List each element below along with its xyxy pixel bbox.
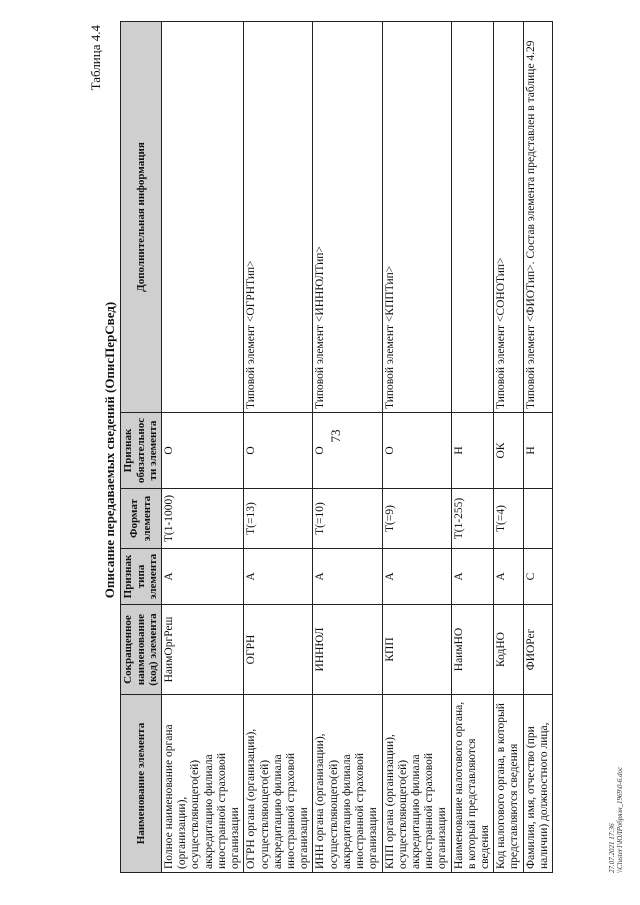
cell-name: ИНН органа (организации), осуществляющего(ей) аккредитацию филиала иностранной страховой организации [313,695,382,873]
cell-info: Типовой элемент <КППТип> [382,22,451,413]
cell-type: С [523,549,552,605]
cell-format: T(=9) [382,489,451,549]
cell-required: О [244,413,313,489]
cell-code: НаимОргРеш [162,605,244,695]
cell-type: А [244,549,313,605]
cell-format: T(1-255) [451,489,494,549]
cell-info: Типовой элемент <СОНОТип> [494,22,523,413]
cell-type: А [451,549,494,605]
page-number: 73 [328,429,343,443]
table-row [451,22,494,873]
cell-required: Н [523,413,552,489]
cell-code: ОГРН [244,605,313,695]
cell-type: А [494,549,523,605]
cell-type: А [382,549,451,605]
cell-info [451,22,494,413]
cell-code: ФИОРег [523,605,552,695]
cell-format: T(1-1000) [162,489,244,549]
header-required: Признак обязательности элемента [121,413,162,489]
header-code: Сокращенное наименование (код) элемента [121,605,162,695]
cell-info: Типовой элемент <ИННЮЛТип> [313,22,382,413]
cell-code: КодНО [494,605,523,695]
table-row [382,22,451,873]
cell-code: КПП [382,605,451,695]
cell-name: ОГРН органа (организации), осуществляющего(ей) аккредитацию филиала иностранной страховой организации [244,695,313,873]
footer-file-path: \\Cluster1\ЮЛРобрязн_1969\0-6.doc [616,766,625,873]
cell-format: T(=4) [494,489,523,549]
cell-name: Наименование налогового органа, в который представляются сведения [451,695,494,873]
table-row [162,22,244,873]
cell-info [162,22,244,413]
spec-table [120,21,553,873]
cell-name: Полное наименование органа (организации), осуществляющего(ей) аккредитацию филиала иностранной страховой организации [162,695,244,873]
table-header-row [121,22,162,873]
cell-required: Н [451,413,494,489]
cell-info: Типовой элемент <ФИОТип>. Состав элемента представлен в таблице 4.29 [523,22,552,413]
header-info: Дополнительная информация [121,22,162,413]
cell-name: Код налогового органа, в который представляются сведения [494,695,523,873]
cell-type: А [162,549,244,605]
cell-format: T(=10) [313,489,382,549]
cell-type: А [313,549,382,605]
table-row [523,22,552,873]
cell-required: О [162,413,244,489]
document-footer [608,573,625,873]
cell-format: T(=13) [244,489,313,549]
table-row [244,22,313,873]
table-row [313,22,382,873]
cell-required: О [313,413,382,489]
cell-info: Типовой элемент <ОГРНТип> [244,22,313,413]
cell-name: Фамилия, имя, отчество (при наличии) должностного лица, [523,695,552,873]
table-title: Описание передаваемых сведений (ОписПерСвед) [102,301,117,599]
cell-code: НаимНО [451,605,494,695]
header-name: Наименование элемента [121,695,162,873]
header-format: Формат элемента [121,489,162,549]
table-row [494,22,523,873]
cell-required: ОК [494,413,523,489]
header-type: Признак типа элемента [121,549,162,605]
cell-format [523,489,552,549]
table-label: Таблица 4.4 [88,25,103,91]
footer-timestamp: 27.07.2021 17:36 [608,823,616,873]
cell-name: КПП органа (организации), осуществляющего(ей) аккредитацию филиала иностранной страховой организации [382,695,451,873]
cell-required: О [382,413,451,489]
cell-code: ИННЮЛ [313,605,382,695]
